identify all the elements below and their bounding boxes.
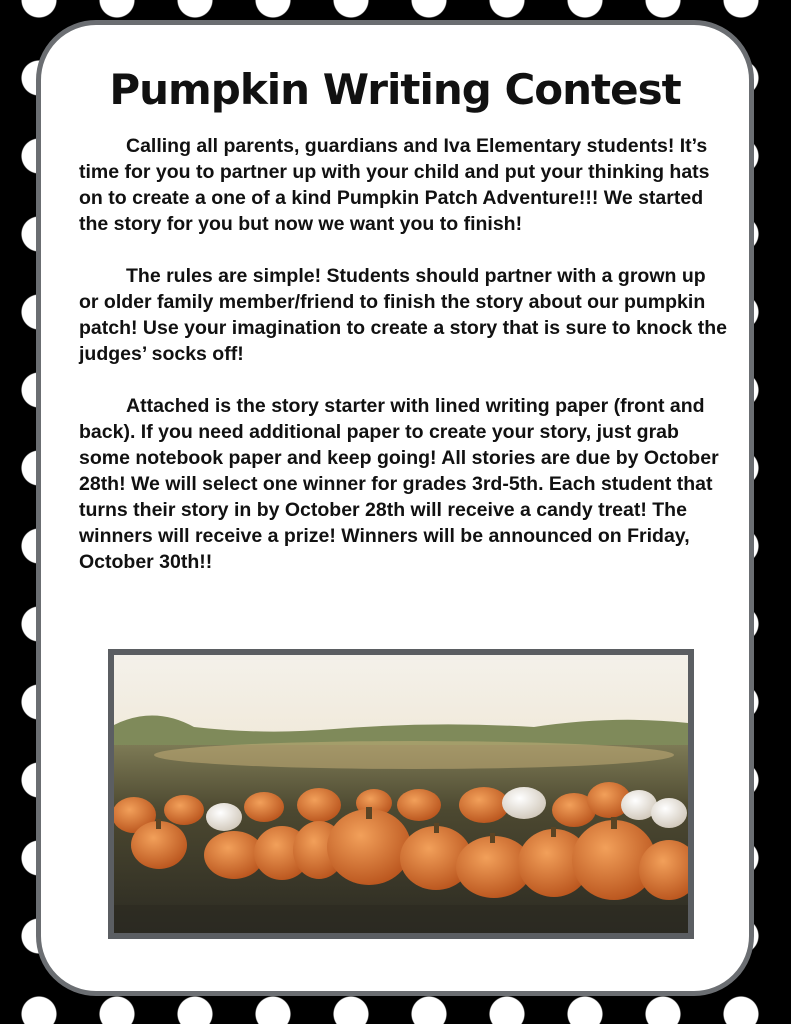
pumpkin-patch-image [114,655,688,933]
paragraph-details: Attached is the story starter with lined writing paper (front and back). If you need additional paper to create your story, just grab some notebook paper and keep going! All stories are due by October 28th! We will select one winner for grades 3rd-5th. Each student that turns their story in by October 28th will receive a candy treat! The winners will receive a prize! Winners will be announced on Friday, October 30th!! [79,395,719,573]
pumpkin-patch-photo [108,649,694,939]
paragraph-rules: The rules are simple! Students should partner with a grown up or older family member/friend to finish the story about our pumpkin patch! Use your imagination to create a story that is sure to knock the judges’ socks off! [79,265,727,365]
paragraph-intro: Calling all parents, guardians and Iva Elementary students! It’s time for you to partner up with your child and put your thinking hats on to create a one of a kind Pumpkin Patch Adventure!!! We started the story for you but now we want you to finish! [79,135,710,235]
flyer-body [79,133,729,601]
flyer-title: Pumpkin Writing Contest [109,65,681,114]
flyer-frame [36,20,754,996]
